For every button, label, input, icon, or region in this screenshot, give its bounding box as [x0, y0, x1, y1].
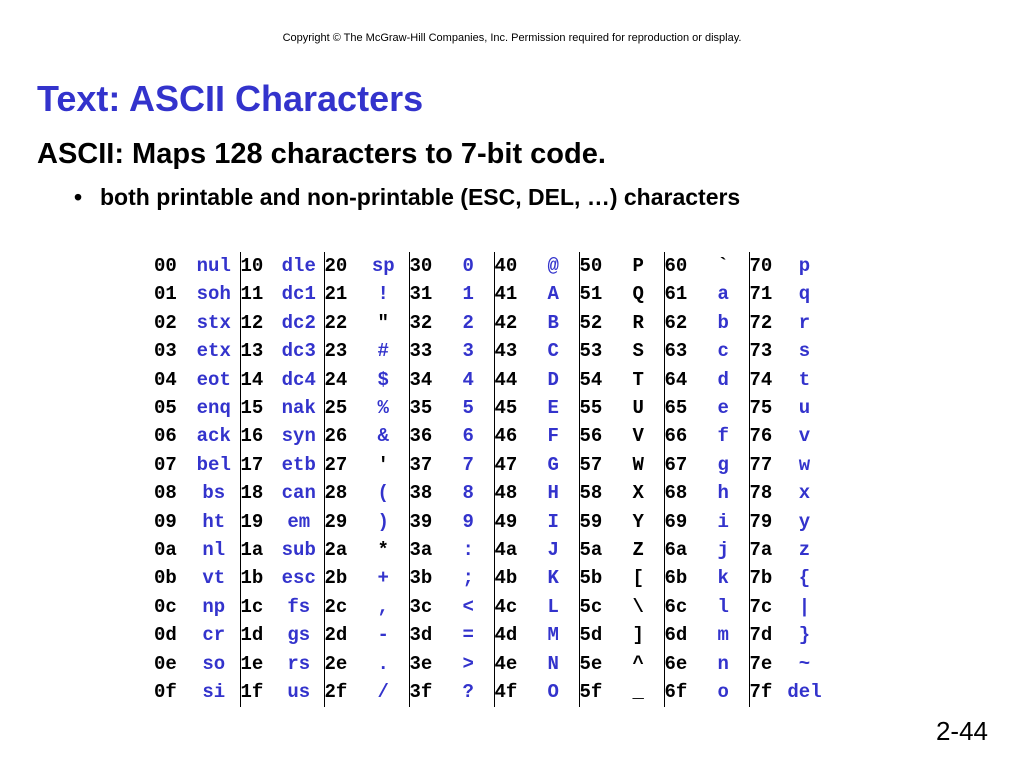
character-cell: b — [698, 309, 749, 337]
hex-code-cell: 08 — [154, 482, 177, 505]
character-cell: f — [698, 422, 749, 450]
hex-code-cell: 11 — [240, 283, 264, 306]
character-cell: J — [528, 536, 579, 564]
character-cell: fs — [274, 593, 324, 621]
character-cell: v — [798, 425, 811, 448]
table-row — [154, 366, 826, 394]
hex-code-cell: 62 — [664, 311, 688, 334]
hex-code-cell: 24 — [324, 368, 348, 391]
character-cell: etb — [274, 451, 324, 479]
hex-code-cell: 21 — [324, 283, 348, 306]
character-cell: ` — [698, 252, 749, 280]
character-cell: > — [443, 650, 494, 678]
character-cell: ht — [188, 508, 240, 536]
hex-code-cell: 27 — [324, 453, 348, 476]
hex-code-cell: 6b — [664, 567, 688, 590]
character-cell: R — [613, 309, 664, 337]
character-cell: e — [698, 394, 749, 422]
character-cell: L — [528, 593, 579, 621]
character-cell: dc4 — [274, 366, 324, 394]
character-cell: < — [443, 593, 494, 621]
slide-subtitle: ASCII: Maps 128 characters to 7-bit code. — [37, 138, 606, 170]
character-cell: sp — [358, 252, 409, 280]
character-cell: c — [698, 337, 749, 365]
hex-code-cell: 7c — [749, 595, 773, 618]
hex-code-cell: 5d — [579, 624, 603, 647]
character-cell: $ — [358, 366, 409, 394]
character-cell: 4 — [443, 366, 494, 394]
character-cell: T — [613, 366, 664, 394]
character-cell: can — [274, 479, 324, 507]
hex-code-cell: 14 — [240, 368, 264, 391]
hex-code-cell: 0b — [154, 567, 177, 590]
character-cell: k — [698, 564, 749, 592]
character-cell: q — [798, 283, 811, 306]
copyright-notice: Copyright © The McGraw-Hill Companies, Inc. Permission required for reproduction or display. — [282, 32, 742, 44]
hex-code-cell: 6c — [664, 595, 688, 618]
hex-code-cell: 65 — [664, 397, 688, 420]
hex-code-cell: 67 — [664, 453, 688, 476]
table-row — [154, 280, 826, 308]
character-cell: em — [274, 508, 324, 536]
hex-code-cell: 3b — [409, 567, 433, 590]
table-row — [154, 621, 826, 649]
hex-code-cell: 03 — [154, 340, 177, 363]
character-cell: 6 — [443, 422, 494, 450]
table-row — [154, 508, 826, 536]
character-cell: gs — [274, 621, 324, 649]
hex-code-cell: 72 — [749, 311, 773, 334]
hex-code-cell: 4d — [494, 624, 518, 647]
hex-code-cell: 7e — [749, 652, 773, 675]
character-cell: _ — [613, 678, 664, 706]
hex-code-cell: 7f — [749, 681, 773, 704]
character-cell: 0 — [443, 252, 494, 280]
hex-code-cell: 44 — [494, 368, 518, 391]
character-cell: | — [798, 595, 811, 618]
hex-code-cell: 0e — [154, 652, 177, 675]
hex-code-cell: 36 — [409, 425, 433, 448]
hex-code-cell: 5f — [579, 681, 603, 704]
hex-code-cell: 1f — [240, 681, 264, 704]
character-cell: B — [528, 309, 579, 337]
character-cell: 3 — [443, 337, 494, 365]
hex-code-cell: 57 — [579, 453, 603, 476]
hex-code-cell: 7d — [749, 624, 773, 647]
character-cell: ; — [443, 564, 494, 592]
hex-code-cell: 22 — [324, 311, 348, 334]
character-cell: 9 — [443, 508, 494, 536]
character-cell: = — [443, 621, 494, 649]
hex-code-cell: 15 — [240, 397, 264, 420]
character-cell: rs — [274, 650, 324, 678]
character-cell: nak — [274, 394, 324, 422]
hex-code-cell: 6e — [664, 652, 688, 675]
hex-code-cell: 7a — [749, 539, 773, 562]
hex-code-cell: 3e — [409, 652, 433, 675]
hex-code-cell: 2f — [324, 681, 348, 704]
character-cell: Q — [613, 280, 664, 308]
character-cell: C — [528, 337, 579, 365]
character-cell: Z — [613, 536, 664, 564]
hex-code-cell: 4c — [494, 595, 518, 618]
table-row — [154, 593, 826, 621]
character-cell: u — [798, 397, 811, 420]
character-cell: ) — [358, 508, 409, 536]
hex-code-cell: 1d — [240, 624, 264, 647]
hex-code-cell: 1c — [240, 595, 264, 618]
ascii-table — [154, 252, 826, 707]
table-row — [154, 309, 826, 337]
character-cell: \ — [613, 593, 664, 621]
character-cell: soh — [188, 280, 240, 308]
character-cell: ( — [358, 479, 409, 507]
hex-code-cell: 2a — [324, 539, 348, 562]
character-cell: nul — [188, 252, 240, 280]
bullet-dot: • — [74, 184, 83, 210]
hex-code-cell: 2e — [324, 652, 348, 675]
character-cell: N — [528, 650, 579, 678]
hex-code-cell: 41 — [494, 283, 518, 306]
hex-code-cell: 48 — [494, 482, 518, 505]
hex-code-cell: 01 — [154, 283, 177, 306]
hex-code-cell: 47 — [494, 453, 518, 476]
hex-code-cell: 52 — [579, 311, 603, 334]
hex-code-cell: 3f — [409, 681, 433, 704]
character-cell: dc1 — [274, 280, 324, 308]
hex-code-cell: 3c — [409, 595, 433, 618]
character-cell: F — [528, 422, 579, 450]
character-cell: M — [528, 621, 579, 649]
character-cell: g — [698, 451, 749, 479]
table-row — [154, 650, 826, 678]
hex-code-cell: 5e — [579, 652, 603, 675]
character-cell: E — [528, 394, 579, 422]
hex-code-cell: 74 — [749, 368, 773, 391]
character-cell: " — [358, 309, 409, 337]
hex-code-cell: 0d — [154, 624, 177, 647]
character-cell: i — [698, 508, 749, 536]
hex-code-cell: 45 — [494, 397, 518, 420]
character-cell: enq — [188, 394, 240, 422]
hex-code-cell: 56 — [579, 425, 603, 448]
character-cell: K — [528, 564, 579, 592]
character-cell: U — [613, 394, 664, 422]
character-cell: l — [698, 593, 749, 621]
character-cell: bs — [188, 479, 240, 507]
hex-code-cell: 54 — [579, 368, 603, 391]
hex-code-cell: 73 — [749, 340, 773, 363]
hex-code-cell: 39 — [409, 510, 433, 533]
character-cell: np — [188, 593, 240, 621]
character-cell: X — [613, 479, 664, 507]
bullet-item — [74, 184, 740, 211]
character-cell: ! — [358, 280, 409, 308]
character-cell: I — [528, 508, 579, 536]
character-cell: . — [358, 650, 409, 678]
hex-code-cell: 75 — [749, 397, 773, 420]
hex-code-cell: 35 — [409, 397, 433, 420]
hex-code-cell: 61 — [664, 283, 688, 306]
character-cell: s — [798, 340, 811, 363]
hex-code-cell: 49 — [494, 510, 518, 533]
hex-code-cell: 04 — [154, 368, 177, 391]
character-cell: , — [358, 593, 409, 621]
character-cell: % — [358, 394, 409, 422]
table-row — [154, 451, 826, 479]
hex-code-cell: 12 — [240, 311, 264, 334]
character-cell: * — [358, 536, 409, 564]
hex-code-cell: 77 — [749, 453, 773, 476]
hex-code-cell: 2d — [324, 624, 348, 647]
hex-code-cell: 68 — [664, 482, 688, 505]
ascii-table-body — [154, 252, 826, 707]
character-cell: D — [528, 366, 579, 394]
character-cell: ' — [358, 451, 409, 479]
hex-code-cell: 0f — [154, 681, 177, 704]
character-cell: eot — [188, 366, 240, 394]
character-cell: m — [698, 621, 749, 649]
hex-code-cell: 17 — [240, 453, 264, 476]
hex-code-cell: 69 — [664, 510, 688, 533]
hex-code-cell: 2b — [324, 567, 348, 590]
hex-code-cell: 26 — [324, 425, 348, 448]
slide-title: Text: ASCII Characters — [37, 78, 424, 119]
character-cell: syn — [274, 422, 324, 450]
table-row — [154, 479, 826, 507]
character-cell: A — [528, 280, 579, 308]
character-cell: cr — [188, 621, 240, 649]
page-number: 2-44 — [935, 716, 988, 746]
character-cell: dc3 — [274, 337, 324, 365]
character-cell: ^ — [613, 650, 664, 678]
character-cell: S — [613, 337, 664, 365]
character-cell: ~ — [798, 652, 811, 675]
character-cell: etx — [188, 337, 240, 365]
hex-code-cell: 50 — [579, 255, 603, 277]
hex-code-cell: 5b — [579, 567, 603, 590]
table-row — [154, 536, 826, 564]
character-cell: sub — [274, 536, 324, 564]
hex-code-cell: 28 — [324, 482, 348, 505]
hex-code-cell: 5c — [579, 595, 603, 618]
character-cell: ack — [188, 422, 240, 450]
hex-code-cell: 10 — [240, 255, 264, 277]
table-row — [154, 564, 826, 592]
hex-code-cell: 60 — [664, 255, 688, 277]
hex-code-cell: 09 — [154, 510, 177, 533]
hex-code-cell: 6a — [664, 539, 688, 562]
character-cell: vt — [188, 564, 240, 592]
hex-code-cell: 6d — [664, 624, 688, 647]
character-cell: h — [698, 479, 749, 507]
character-cell: + — [358, 564, 409, 592]
hex-code-cell: 70 — [749, 255, 773, 277]
table-row — [154, 337, 826, 365]
table-row — [154, 678, 826, 706]
character-cell: ? — [443, 678, 494, 706]
character-cell: G — [528, 451, 579, 479]
hex-code-cell: 33 — [409, 340, 433, 363]
character-cell: H — [528, 479, 579, 507]
character-cell: { — [798, 567, 811, 590]
hex-code-cell: 19 — [240, 510, 264, 533]
character-cell: & — [358, 422, 409, 450]
hex-code-cell: 53 — [579, 340, 603, 363]
hex-code-cell: 46 — [494, 425, 518, 448]
character-cell: 7 — [443, 451, 494, 479]
hex-code-cell: 23 — [324, 340, 348, 363]
character-cell: dc2 — [274, 309, 324, 337]
hex-code-cell: 71 — [749, 283, 773, 306]
hex-code-cell: 34 — [409, 368, 433, 391]
hex-code-cell: 32 — [409, 311, 433, 334]
character-cell: P — [613, 252, 664, 280]
bullet-text: both printable and non-printable (ESC, DEL, …) characters — [100, 184, 741, 210]
hex-code-cell: 0a — [154, 539, 177, 562]
hex-code-cell: 43 — [494, 340, 518, 363]
character-cell: # — [358, 337, 409, 365]
hex-code-cell: 02 — [154, 311, 177, 334]
hex-code-cell: 29 — [324, 510, 348, 533]
character-cell: del — [787, 681, 822, 704]
hex-code-cell: 38 — [409, 482, 433, 505]
character-cell: o — [698, 678, 749, 706]
hex-code-cell: 1a — [240, 539, 264, 562]
hex-code-cell: 63 — [664, 340, 688, 363]
hex-code-cell: 64 — [664, 368, 688, 391]
hex-code-cell: 51 — [579, 283, 603, 306]
character-cell: - — [358, 621, 409, 649]
character-cell: / — [358, 678, 409, 706]
character-cell: bel — [188, 451, 240, 479]
hex-code-cell: 42 — [494, 311, 518, 334]
character-cell: z — [798, 539, 811, 562]
hex-code-cell: 0c — [154, 595, 177, 618]
hex-code-cell: 16 — [240, 425, 264, 448]
hex-code-cell: 6f — [664, 681, 688, 704]
hex-code-cell: 00 — [154, 255, 177, 277]
hex-code-cell: 2c — [324, 595, 348, 618]
hex-code-cell: 07 — [154, 453, 177, 476]
character-cell: dle — [274, 252, 324, 280]
hex-code-cell: 1b — [240, 567, 264, 590]
character-cell: : — [443, 536, 494, 564]
hex-code-cell: 4f — [494, 681, 518, 704]
hex-code-cell: 06 — [154, 425, 177, 448]
hex-code-cell: 30 — [409, 255, 433, 277]
character-cell: 5 — [443, 394, 494, 422]
character-cell: j — [698, 536, 749, 564]
hex-code-cell: 1e — [240, 652, 264, 675]
character-cell: 1 — [443, 280, 494, 308]
hex-code-cell: 76 — [749, 425, 773, 448]
hex-code-cell: 5a — [579, 539, 603, 562]
hex-code-cell: 18 — [240, 482, 264, 505]
character-cell: 2 — [443, 309, 494, 337]
hex-code-cell: 3a — [409, 539, 433, 562]
hex-code-cell: 25 — [324, 397, 348, 420]
table-row — [154, 394, 826, 422]
hex-code-cell: 79 — [749, 510, 773, 533]
character-cell: so — [188, 650, 240, 678]
character-cell: p — [798, 255, 811, 277]
hex-code-cell: 13 — [240, 340, 264, 363]
character-cell: Y — [613, 508, 664, 536]
hex-code-cell: 4b — [494, 567, 518, 590]
table-row — [154, 422, 826, 450]
character-cell: V — [613, 422, 664, 450]
hex-code-cell: 55 — [579, 397, 603, 420]
hex-code-cell: 4e — [494, 652, 518, 675]
hex-code-cell: 3d — [409, 624, 433, 647]
hex-code-cell: 4a — [494, 539, 518, 562]
hex-code-cell: 59 — [579, 510, 603, 533]
character-cell: ] — [613, 621, 664, 649]
character-cell: esc — [274, 564, 324, 592]
character-cell: stx — [188, 309, 240, 337]
character-cell: } — [798, 624, 811, 647]
hex-code-cell: 05 — [154, 397, 177, 420]
hex-code-cell: 7b — [749, 567, 773, 590]
hex-code-cell: 31 — [409, 283, 433, 306]
character-cell: [ — [613, 564, 664, 592]
character-cell: y — [798, 510, 811, 533]
character-cell: 8 — [443, 479, 494, 507]
character-cell: r — [798, 311, 811, 334]
character-cell: W — [613, 451, 664, 479]
character-cell: @ — [528, 252, 579, 280]
hex-code-cell: 37 — [409, 453, 433, 476]
character-cell: w — [798, 453, 811, 476]
hex-code-cell: 40 — [494, 255, 518, 277]
character-cell: x — [798, 482, 811, 505]
character-cell: us — [274, 678, 324, 706]
hex-code-cell: 20 — [324, 255, 348, 277]
character-cell: nl — [188, 536, 240, 564]
character-cell: si — [188, 678, 240, 706]
table-row — [154, 252, 826, 280]
character-cell: t — [798, 368, 811, 391]
character-cell: O — [528, 678, 579, 706]
character-cell: n — [698, 650, 749, 678]
character-cell: a — [698, 280, 749, 308]
character-cell: d — [698, 366, 749, 394]
hex-code-cell: 66 — [664, 425, 688, 448]
hex-code-cell: 58 — [579, 482, 603, 505]
hex-code-cell: 78 — [749, 482, 773, 505]
